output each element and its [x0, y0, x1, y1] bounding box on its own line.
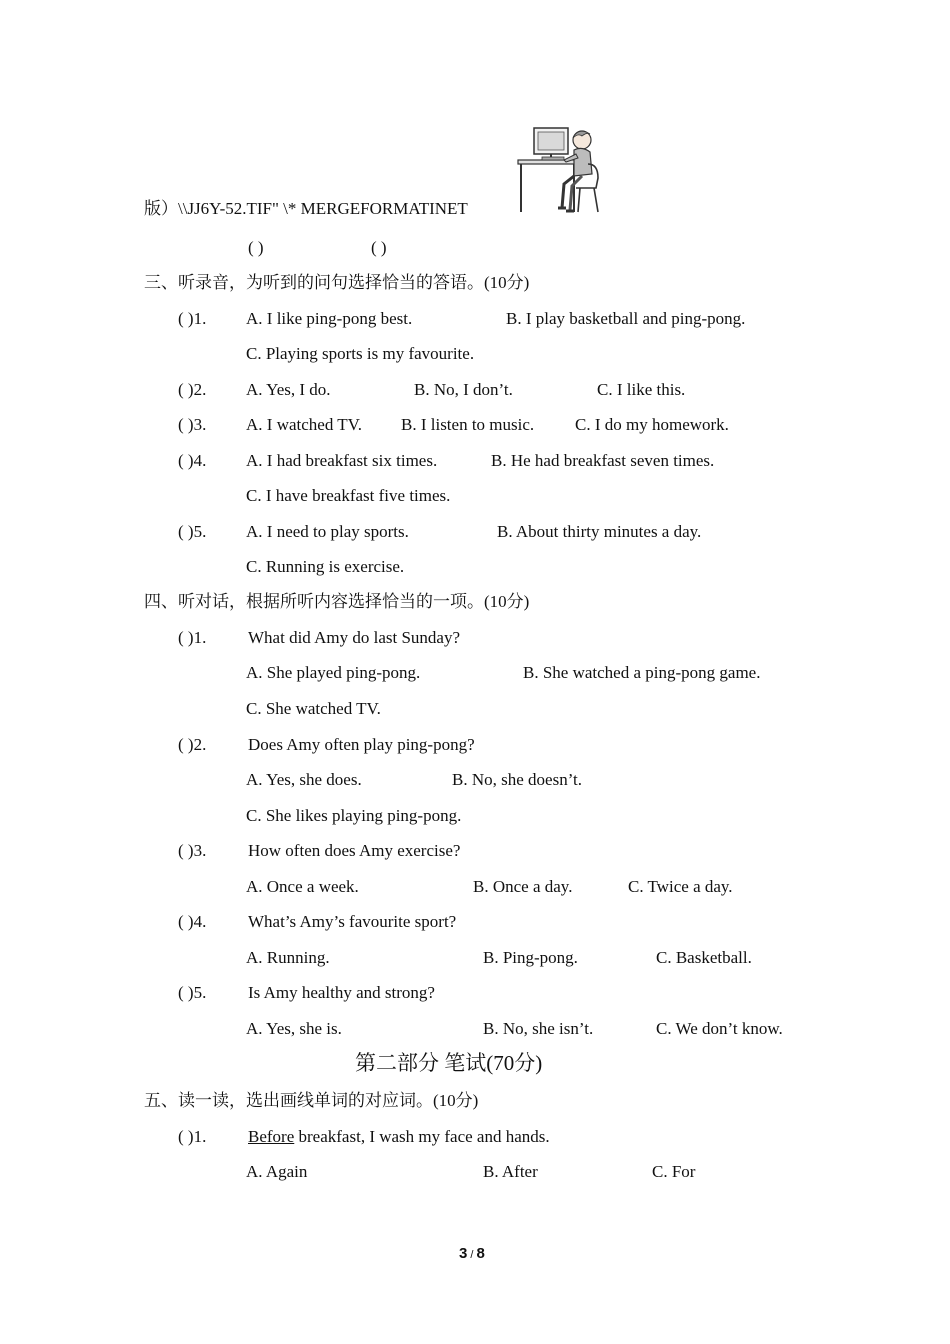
- option-c: C. We don’t know.: [656, 1019, 783, 1038]
- option-b: B. He had breakfast seven times.: [491, 451, 715, 470]
- image-reference-text: 版）\\JJ6Y-52.TIF" \* MERGEFORMATINET: [144, 199, 468, 218]
- option-c: C. Playing sports is my favourite.: [246, 344, 475, 363]
- question-text: Is Amy healthy and strong?: [248, 983, 435, 1002]
- option-c: C. I do my homework.: [575, 415, 729, 434]
- option-a: A. Yes, she is.: [246, 1019, 342, 1038]
- option-b: B. No, I don’t.: [414, 380, 513, 399]
- option-c: C. She likes playing ping-pong.: [246, 806, 462, 825]
- option-a: A. Yes, she does.: [246, 770, 362, 789]
- option-c: C. Running is exercise.: [246, 557, 405, 576]
- question-number[interactable]: ( )2.: [178, 735, 207, 754]
- underlined-word: Before: [248, 1127, 295, 1146]
- question-number[interactable]: ( )1.: [178, 1127, 207, 1146]
- option-a: A. Running.: [246, 948, 330, 967]
- option-a: A. I like ping-pong best.: [246, 309, 413, 328]
- option-c: C. She watched TV.: [246, 699, 381, 718]
- question-number[interactable]: ( )4.: [178, 451, 207, 470]
- option-c: C. I like this.: [597, 380, 686, 399]
- page-number: [459, 1244, 485, 1265]
- question-rest: breakfast, I wash my face and hands.: [294, 1127, 550, 1146]
- option-a: A. Once a week.: [246, 877, 359, 896]
- question-number[interactable]: ( )5.: [178, 983, 207, 1002]
- total-pages: 8: [476, 1245, 485, 1262]
- option-b: B. About thirty minutes a day.: [497, 522, 702, 541]
- current-page: 3: [459, 1245, 468, 1262]
- option-a: A. I watched TV.: [246, 415, 362, 434]
- option-a: A. I need to play sports.: [246, 522, 409, 541]
- question-number[interactable]: ( )3.: [178, 415, 207, 434]
- option-c: C. Basketball.: [656, 948, 752, 967]
- option-a: A. She played ping-pong.: [246, 663, 421, 682]
- option-b: B. No, she isn’t.: [483, 1019, 594, 1038]
- option-a: A. Yes, I do.: [246, 380, 331, 399]
- option-c: C. Twice a day.: [628, 877, 733, 896]
- option-c: C. For: [652, 1162, 696, 1181]
- question-number[interactable]: ( )5.: [178, 522, 207, 541]
- question-number[interactable]: ( )1.: [178, 628, 207, 647]
- option-b: B. I play basketball and ping-pong.: [506, 309, 746, 328]
- question-text: How often does Amy exercise?: [248, 841, 461, 860]
- option-b: B. I listen to music.: [401, 415, 535, 434]
- option-a: A. I had breakfast six times.: [246, 451, 438, 470]
- boy-at-computer-illustration: [512, 124, 604, 218]
- question-text: What did Amy do last Sunday?: [248, 628, 461, 647]
- section3-title: 三、听录音，为听到的问句选择恰当的答语。(10分): [144, 273, 530, 292]
- answer-blank[interactable]: ( ): [371, 238, 387, 257]
- option-b: B. She watched a ping-pong game.: [523, 663, 761, 682]
- question-number[interactable]: ( )1.: [178, 309, 207, 328]
- question-text: What’s Amy’s favourite sport?: [248, 912, 457, 931]
- question-number[interactable]: ( )4.: [178, 912, 207, 931]
- section4-title: 四、听对话，根据所听内容选择恰当的一项。(10分): [144, 592, 530, 611]
- page-separator: /: [467, 1249, 477, 1261]
- part2-title: 第二部分 笔试(70分): [355, 1051, 543, 1075]
- answer-blank[interactable]: ( ): [248, 238, 264, 257]
- question-text: Does Amy often play ping-pong?: [248, 735, 475, 754]
- option-c: C. I have breakfast five times.: [246, 486, 451, 505]
- option-b: B. Ping-pong.: [483, 948, 578, 967]
- option-b: B. After: [483, 1162, 538, 1181]
- question-number[interactable]: ( )2.: [178, 380, 207, 399]
- option-b: B. Once a day.: [473, 877, 573, 896]
- option-b: B. No, she doesn’t.: [452, 770, 583, 789]
- question-text: [248, 1127, 550, 1147]
- option-a: A. Again: [246, 1162, 308, 1181]
- question-number[interactable]: ( )3.: [178, 841, 207, 860]
- section5-title: 五、读一读，选出画线单词的对应词。(10分): [144, 1091, 479, 1110]
